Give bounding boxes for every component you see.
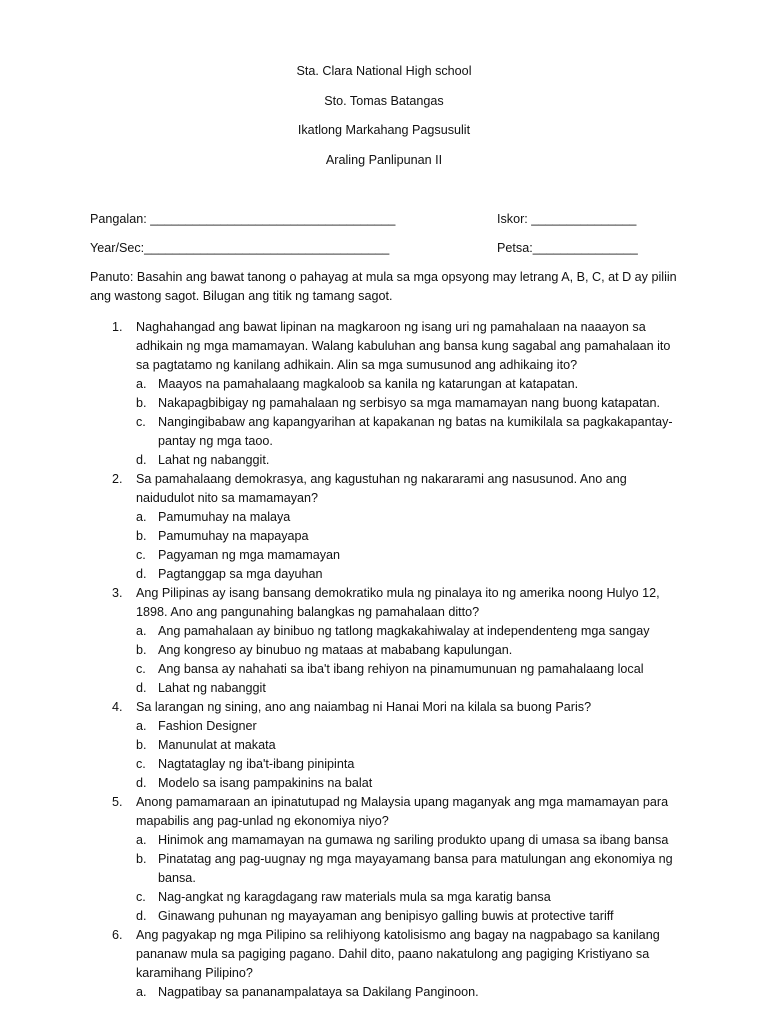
question-item (90, 793, 680, 926)
score-field[interactable]: Iskor: _______________ (497, 212, 637, 226)
answer-option[interactable] (90, 527, 680, 546)
option-letter: a. (136, 377, 147, 391)
option-text: Ang kongreso ay binubuo ng mataas at mababang kapulungan. (158, 643, 513, 657)
answer-option[interactable] (90, 983, 680, 1002)
option-list (136, 375, 680, 470)
question-text: Anong pamamaraan an ipinatutupad ng Malaysia upang maganyak ang mga mamamayan para mapabilis ang pag-unlad ng ekonomiya niyo? (136, 795, 669, 828)
question-item (90, 926, 680, 1002)
option-text: Nagpatibay sa pananampalataya sa Dakilang Panginoon. (158, 985, 479, 999)
date-field[interactable]: Petsa:_______________ (497, 241, 638, 255)
question-text: Ang pagyakap ng mga Pilipino sa relihiyong katolisismo ang bagay na nagpabago sa kanilang pananaw mula sa pagiging pagano. Dahil dito, paano nakatulong ang pagiging Kristiyano sa karamihang Pilipino? (136, 928, 660, 980)
field-row-section (90, 239, 690, 258)
answer-option[interactable] (90, 850, 680, 888)
option-letter: b. (136, 738, 147, 752)
option-text: Fashion Designer (158, 719, 257, 733)
question-text: Sa pamahalaang demokrasya, ang kagustuhan ng nakararami ang nasusunod. Ano ang naidudulot nito sa mamamayan? (136, 472, 627, 505)
option-text: Nakapagbibigay ng pamahalaan ng serbisyo sa mga mamamayan nang buong katapatan. (158, 396, 660, 410)
answer-option[interactable] (90, 888, 680, 907)
answer-option[interactable] (90, 907, 680, 926)
option-letter: a. (136, 833, 147, 847)
option-list (136, 717, 680, 793)
question-number: 6. (112, 928, 123, 942)
option-text: Pamumuhay na mapayapa (158, 529, 309, 543)
answer-option[interactable] (90, 413, 680, 451)
answer-option[interactable] (90, 451, 680, 470)
option-letter: c. (136, 662, 146, 676)
field-row-name (90, 210, 690, 229)
question-text: Naghahangad ang bawat lipinan na magkaroon ng isang uri ng pamahalaan na naaayon sa adhikain ng mga mamamayan. Walang kabuluhan ang bansa kung sagabal ang pamahalaan ito sa pagtatamo ng kanilang adhikain. Alin sa mga sumusunod ang adhikaing ito? (136, 320, 671, 372)
school-location: Sto. Tomas Batangas (324, 93, 444, 108)
answer-option[interactable] (90, 641, 680, 660)
question-number: 3. (112, 586, 123, 600)
option-text: Nag-angkat ng karagdagang raw materials mula sa mga karatig bansa (158, 890, 551, 904)
name-field[interactable]: Pangalan: ___________________________________ (90, 212, 396, 226)
answer-option[interactable] (90, 546, 680, 565)
option-letter: d. (136, 453, 147, 467)
question-number: 2. (112, 472, 123, 486)
option-letter: a. (136, 719, 147, 733)
question-number: 5. (112, 795, 123, 809)
option-list (136, 508, 680, 584)
option-text: Modelo sa isang pampakinins na balat (158, 776, 373, 790)
option-letter: b. (136, 852, 147, 866)
answer-option[interactable] (90, 774, 680, 793)
option-text: Hinimok ang mamamayan na gumawa ng sariling produkto upang di umasa sa ibang bansa (158, 833, 669, 847)
option-text: Ang bansa ay nahahati sa iba't ibang rehiyon na pinamumunuan ng pamahalaang local (158, 662, 644, 676)
instructions: Panuto: Basahin ang bawat tanong o pahayag at mula sa mga opsyong may letrang A, B, C, at D ay piliin ang wastong sagot. Bilugan ang titik ng tamang sagot. (90, 270, 677, 303)
option-text: Nagtataglay ng iba't-ibang pinipinta (158, 757, 355, 771)
answer-option[interactable] (90, 622, 680, 641)
answer-option[interactable] (90, 831, 680, 850)
option-text: Nangingibabaw ang kapangyarihan at kapakanan ng batas na kumikilala sa pagkakapantay-pantay ng mga taoo. (158, 415, 673, 448)
option-letter: a. (136, 510, 147, 524)
question-list (90, 318, 680, 1002)
option-letter: c. (136, 890, 146, 904)
option-letter: d. (136, 681, 147, 695)
exam-header (0, 62, 768, 180)
option-letter: d. (136, 776, 147, 790)
option-letter: b. (136, 396, 147, 410)
question-number: 4. (112, 700, 123, 714)
answer-option[interactable] (90, 660, 680, 679)
option-text: Ang pamahalaan ay binibuo ng tatlong magkakahiwalay at independenteng mga sangay (158, 624, 650, 638)
option-list (136, 983, 680, 1002)
option-letter: a. (136, 624, 147, 638)
answer-option[interactable] (90, 565, 680, 584)
answer-option[interactable] (90, 679, 680, 698)
option-letter: b. (136, 529, 147, 543)
option-text: Lahat ng nabanggit. (158, 453, 270, 467)
option-letter: c. (136, 757, 146, 771)
option-text: Pinatatag ang pag-uugnay ng mga mayayamang bansa para matulungan ang ekonomiya ng bansa. (158, 852, 673, 885)
subject-title: Araling Panlipunan II (325, 152, 443, 167)
option-text: Maayos na pamahalaang magkaloob sa kanila ng katarungan at katapatan. (158, 377, 579, 391)
question-number: 1. (112, 320, 123, 334)
option-letter: a. (136, 985, 147, 999)
option-text: Pagtanggap sa mga dayuhan (158, 567, 323, 581)
answer-option[interactable] (90, 508, 680, 527)
option-list (136, 622, 680, 698)
answer-option[interactable] (90, 736, 680, 755)
question-item (90, 470, 680, 584)
question-item (90, 318, 680, 470)
school-name: Sta. Clara National High school (296, 64, 472, 78)
section-field[interactable]: Year/Sec:___________________________________ (90, 241, 390, 255)
question-text: Ang Pilipinas ay isang bansang demokratiko mula ng pinalaya ito ng amerika noong Hulyo 12, 1898. Ano ang pangunahing balangkas ng pamahalaan ditto? (136, 586, 660, 619)
answer-option[interactable] (90, 394, 680, 413)
answer-option[interactable] (90, 375, 680, 394)
question-item (90, 698, 680, 793)
option-letter: b. (136, 643, 147, 657)
question-text: Sa larangan ng sining, ano ang naiambag ni Hanai Mori na kilala sa buong Paris? (136, 700, 592, 714)
option-text: Pagyaman ng mga mamamayan (158, 548, 341, 562)
option-letter: c. (136, 415, 146, 429)
answer-option[interactable] (90, 717, 680, 736)
option-letter: d. (136, 567, 147, 581)
exam-title: Ikatlong Markahang Pagsusulit (297, 123, 471, 137)
question-item (90, 584, 680, 698)
option-letter: d. (136, 909, 147, 923)
option-list (136, 831, 680, 926)
option-text: Lahat ng nabanggit (158, 681, 266, 695)
option-text: Pamumuhay na malaya (158, 510, 291, 524)
option-letter: c. (136, 548, 146, 562)
option-text: Ginawang puhunan ng mayayaman ang benipisyo galling buwis at protective tariff (158, 909, 614, 923)
option-text: Manunulat at makata (158, 738, 276, 752)
answer-option[interactable] (90, 755, 680, 774)
